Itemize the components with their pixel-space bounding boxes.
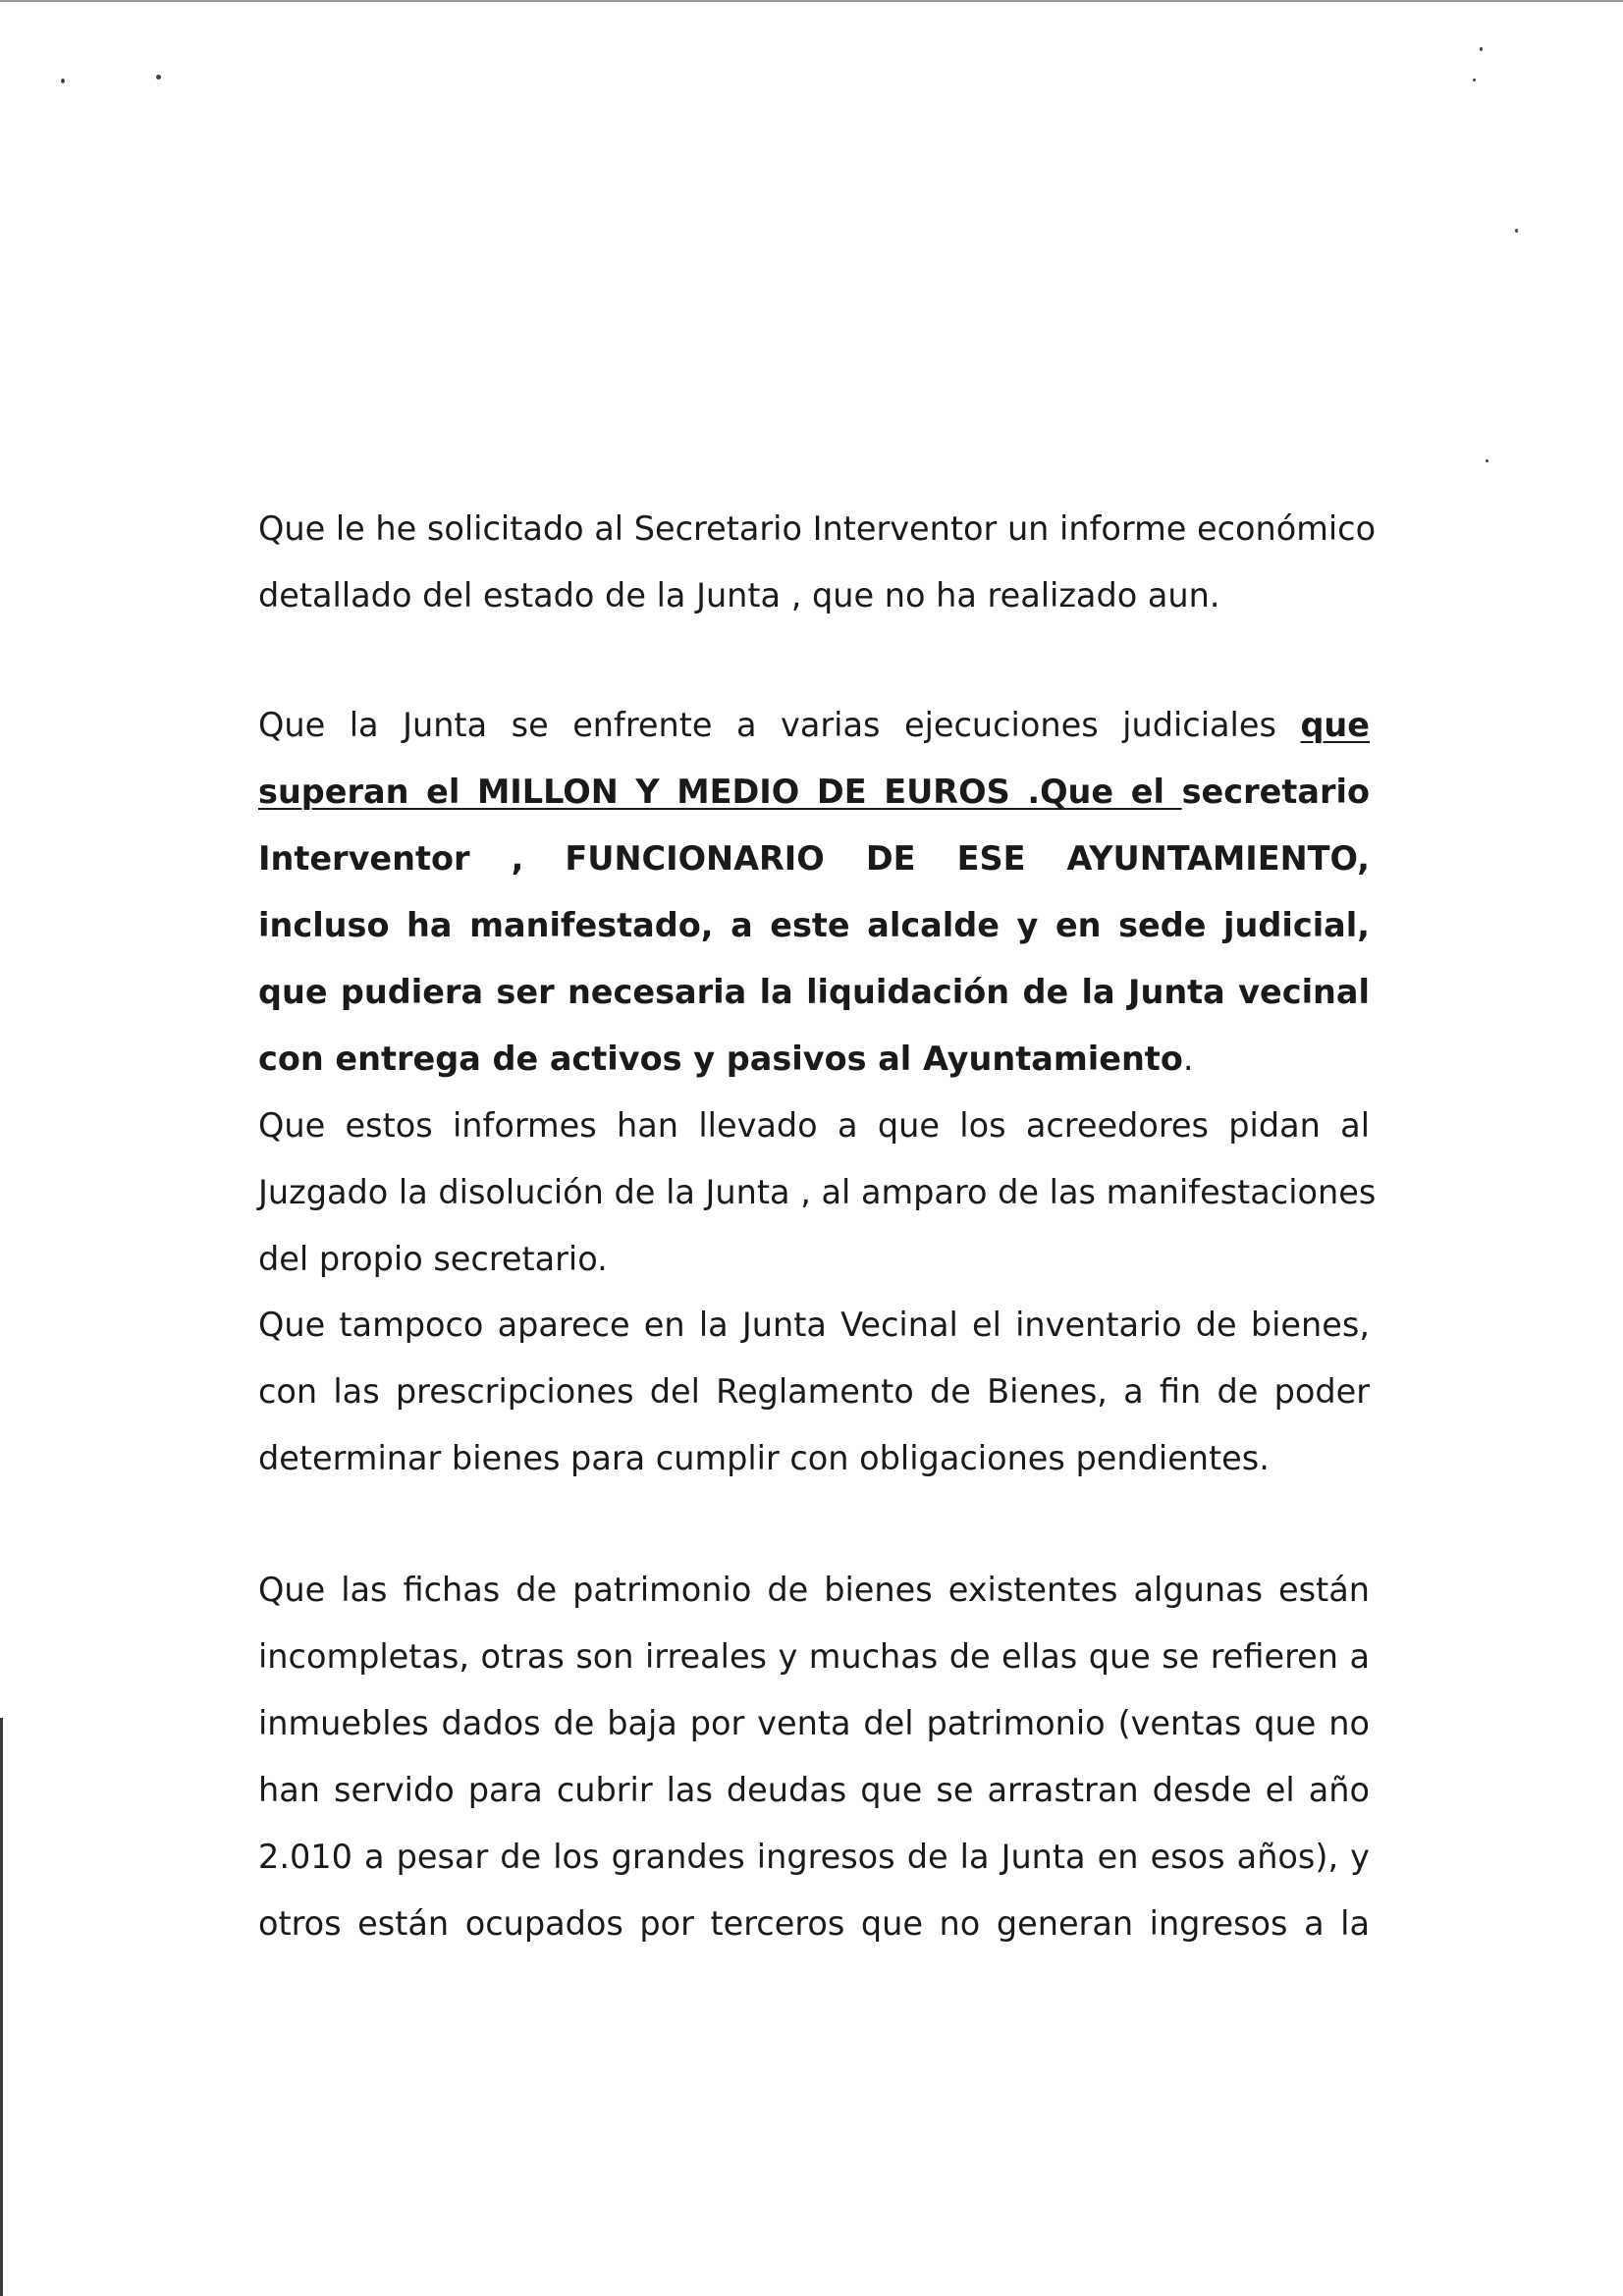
text-line — [258, 692, 1370, 759]
text-line: Que estos informes han llevado a que los acreedores pidan al — [258, 1106, 1370, 1145]
text-line: con las prescripciones del Reglamento de Bienes, a fin de poder — [258, 1372, 1370, 1411]
text-line: 2.010 a pesar de los grandes ingresos de la Junta en esos años), y — [258, 1838, 1370, 1876]
scan-speck — [1480, 47, 1483, 51]
text-run: . — [1182, 1040, 1194, 1078]
paragraph-4 — [258, 1292, 1370, 1492]
text-run: secretario — [1181, 773, 1370, 811]
paragraph-5 — [258, 1557, 1370, 1957]
text-line: Interventor , FUNCIONARIO DE ESE AYUNTAMIENTO, — [258, 839, 1370, 878]
scan-speck — [61, 79, 65, 83]
scan-speck — [1486, 459, 1488, 462]
text-line: incluso ha manifestado, a este alcalde y en sede judicial, — [258, 906, 1370, 944]
scan-speck — [1473, 79, 1476, 81]
text-line: incompletas, otras son irreales y muchas de ellas que se refieren a — [258, 1637, 1370, 1676]
text-line: han servido para cubrir las deudas que se arrastran desde el año — [258, 1771, 1370, 1809]
text-run: Que la Junta se enfrente a varias ejecuciones judiciales — [258, 706, 1301, 744]
page-left-edge — [0, 1718, 3, 2296]
emphasized-text: superan el MILLON Y MEDIO DE EUROS .Que el — [258, 773, 1182, 811]
text-line: otros están ocupados por terceros que no generan ingresos a la — [258, 1904, 1370, 1943]
scan-speck — [156, 75, 161, 80]
text-line: Que las fichas de patrimonio de bienes existentes algunas están — [258, 1571, 1370, 1609]
text-line: Juzgado la disolución de la Junta , al amparo de las manifestaciones — [258, 1173, 1377, 1211]
text-line — [258, 1026, 1370, 1093]
text-run: con entrega de activos y pasivos al Ayuntamiento — [258, 1040, 1183, 1078]
text-line: Que tampoco aparece en la Junta Vecinal el inventario de bienes, — [258, 1306, 1370, 1344]
paragraph-1 — [258, 496, 1377, 629]
text-line: determinar bienes para cumplir con obligaciones pendientes. — [258, 1439, 1270, 1477]
paragraph-3 — [258, 1093, 1377, 1293]
text-line — [258, 759, 1370, 826]
page-top-edge — [0, 0, 1623, 2]
text-line: Que le he solicitado al Secretario Interventor un informe económico — [258, 509, 1377, 548]
scan-speck — [1515, 229, 1518, 233]
text-line: que pudiera ser necesaria la liquidación de la Junta vecinal — [258, 973, 1370, 1011]
emphasized-text: que — [1300, 706, 1370, 744]
text-line: inmuebles dados de baja por venta del patrimonio (ventas que no — [258, 1704, 1370, 1742]
text-line: del propio secretario. — [258, 1240, 608, 1278]
paragraph-2 — [258, 692, 1370, 1093]
text-line: detallado del estado de la Junta , que no ha realizado aun. — [258, 576, 1220, 614]
